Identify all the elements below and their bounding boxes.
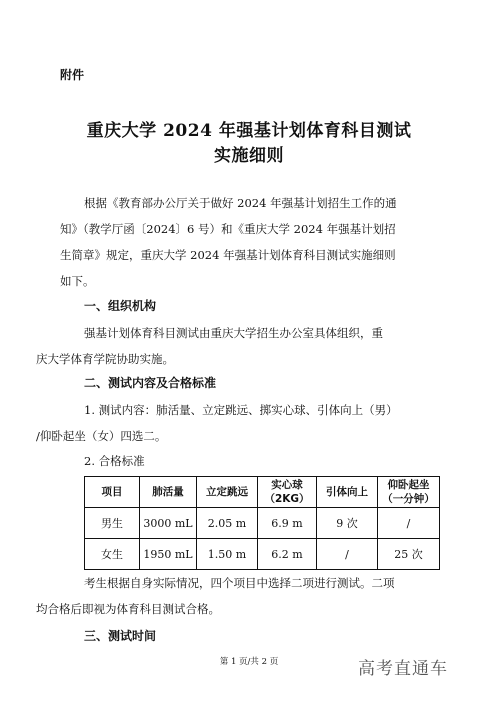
table-header-cell: 项目 <box>85 477 140 508</box>
watermark-text: 高考直通车 <box>358 659 448 679</box>
document-title-line1: 重庆大学 2024 年强基计划体育科目测试 <box>86 121 412 141</box>
section3-heading: 三、测试时间 <box>84 629 157 643</box>
table-header-cell: 引体向上 <box>317 477 378 508</box>
table-row <box>85 508 440 539</box>
intro-line3: 生简章》规定，重庆大学 2024 年强基计划体育科目测试实施细则 <box>60 248 396 262</box>
table-cell: 9 次 <box>317 508 378 539</box>
intro-line4: 如下。 <box>60 274 95 288</box>
standards-table <box>84 476 440 570</box>
section2-item2: 2. 合格标准 <box>84 454 145 468</box>
document-title-line2: 实施细则 <box>214 146 284 166</box>
note-paragraph <box>36 570 440 622</box>
table-row <box>85 539 440 570</box>
table-header-cell: 肺活量 <box>140 477 197 508</box>
table-cell: 1950 mL <box>140 539 197 570</box>
section2-item1-line1: 1. 测试内容：肺活量、立定跳远、掷实心球、引体向上（男） <box>84 403 398 417</box>
section2-item1 <box>36 397 440 449</box>
table-header-cell: 仰卧起坐 （一分钟） <box>378 477 440 508</box>
table-cell: 3000 mL <box>140 508 197 539</box>
page-number: 第 1 页/共 2 页 <box>219 657 279 667</box>
section1-paragraph <box>36 320 440 372</box>
table-cell: / <box>317 539 378 570</box>
section2-heading: 二、测试内容及合格标准 <box>84 376 217 390</box>
section1-line1: 强基计划体育科目测试由重庆大学招生办公室具体组织，重 <box>84 326 383 340</box>
table-header-row <box>85 477 440 508</box>
table-header-cell: 立定跳远 <box>197 477 258 508</box>
table-cell: 女生 <box>85 539 140 570</box>
table-cell: 25 次 <box>378 539 440 570</box>
table-cell: 6.2 m <box>258 539 317 570</box>
table-header-cell: 实心球 （2KG） <box>258 477 317 508</box>
note-line2: 均合格后即视为体育科目测试合格。 <box>36 602 220 616</box>
attachment-label: 附件 <box>60 68 85 82</box>
table-cell: 1.50 m <box>197 539 258 570</box>
intro-paragraph <box>60 190 440 294</box>
section1-line2: 庆大学体育学院协助实施。 <box>36 352 174 366</box>
section1-heading: 一、组织机构 <box>84 299 157 313</box>
intro-line2: 知》（教学厅函〔2024〕6 号）和《重庆大学 2024 年强基计划招 <box>60 222 396 236</box>
table-cell: 男生 <box>85 508 140 539</box>
note-line1: 考生根据自身实际情况，四个项目中选择二项进行测试。二项 <box>84 576 395 590</box>
table-cell: / <box>378 508 440 539</box>
table-cell: 6.9 m <box>258 508 317 539</box>
section2-item1-line2: /仰卧起坐（女）四选二。 <box>36 429 167 443</box>
table-cell: 2.05 m <box>197 508 258 539</box>
intro-line1: 根据《教育部办公厅关于做好 2024 年强基计划招生工作的通 <box>84 196 397 210</box>
